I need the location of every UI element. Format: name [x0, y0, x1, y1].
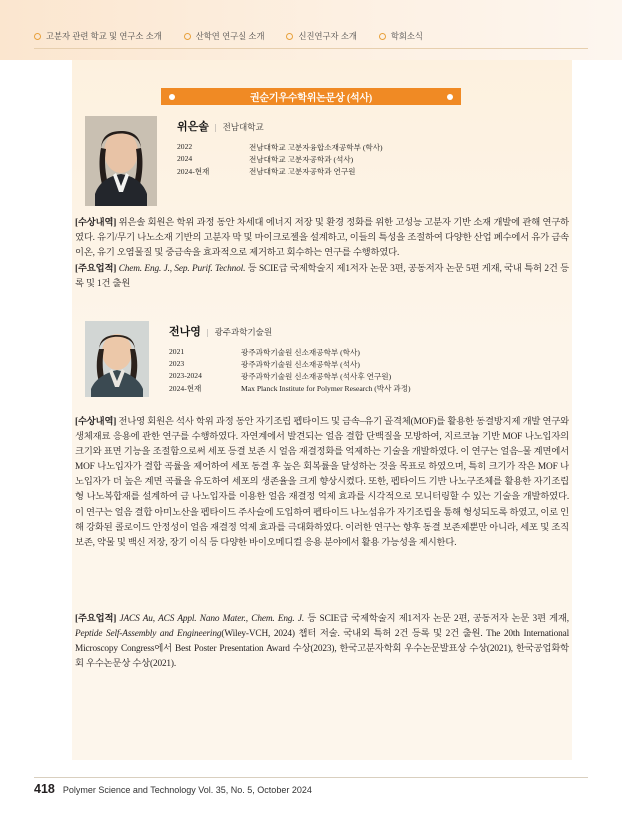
works-text-italic-1: JACS Au, ACS Appl. Nano Mater., Chem. Eng. J.: [119, 614, 305, 624]
history-detail: 광주과학기술원 신소재공학부 (학사): [241, 347, 360, 357]
works-paragraph-1: [75, 262, 569, 292]
history-year: 2024-현재: [177, 166, 210, 176]
history-year: 2024-현재: [169, 384, 202, 394]
history-year: 2022: [177, 141, 193, 151]
nav-item-schools[interactable]: [34, 30, 162, 42]
achievement-paragraph-1: [75, 216, 569, 261]
table-row: [169, 383, 411, 395]
portrait-photo-1: [85, 116, 157, 206]
career-history-table-1: [177, 141, 383, 178]
portrait-photo-2: [85, 321, 149, 397]
person-affiliation: 광주과학기술원: [214, 327, 273, 337]
nav-item-label: 학회소식: [390, 31, 423, 41]
table-row: [177, 141, 383, 153]
page-title: 권순기우수학위논문상 (석사): [249, 93, 373, 104]
works-paragraph-2: [75, 612, 569, 672]
history-year: 2024: [177, 153, 193, 163]
history-detail: 전남대학교 고분자융합소재공학부 (학사): [249, 142, 383, 152]
page-number: 418: [34, 782, 55, 796]
achievement-label: [수상내역]: [75, 218, 117, 228]
nav-item-young-researchers[interactable]: [286, 30, 356, 42]
top-navigation-items: [34, 30, 423, 42]
history-detail: 광주과학기술원 신소재공학부 (석사후 연구원): [241, 371, 392, 381]
history-year: 2021: [169, 346, 185, 356]
top-navigation-bar: [0, 0, 622, 60]
footer-divider: [34, 777, 588, 778]
top-navigation-divider: [34, 48, 588, 49]
table-row: [169, 358, 411, 370]
career-history-table-2: [169, 346, 411, 395]
works-label: [주요업적]: [75, 614, 117, 624]
entry-info-2: [169, 323, 411, 395]
person-name: 전나영: [169, 326, 201, 338]
nav-item-society-news[interactable]: [379, 30, 423, 42]
works-text-italic-1: Chem. Eng. J., Sep. Purif. Technol.: [118, 264, 246, 274]
journal-citation: Polymer Science and Technology Vol. 35, No. 5, October 2024: [62, 785, 312, 795]
avatar: [85, 321, 149, 397]
table-row: [177, 153, 383, 165]
achievement-text: 전나영 회원은 석사 학위 과정 동안 자기조립 펩타이드 및 금속–유기 골격체(MOF)를 활용한 동결방지제 개발 연구와 생체재료 응용에 관한 연구를 수행하였다. 자연계에서 발견되는 얼음 결합 단백질을 모방하여, 지르코늄 기반 MOF 나노입자의 크기와 표면 기능을 조절함으로써 세포 등결 보존 시 얼음 재결정화를 억제하는 기술을 개발하였다. 이 연구는 얼음–물 계면에서 MOF 나노입자가 결합 곡률을 제어하여 세포 동결 후 높은 회복률을 달성하는 것을 목표로 하였으며, 특히 크기가 작은 MOF 나노입자가 더 높은 계면 곡률을 유도하여 세포의 생존율을 크게 향상시켰다. 또한, 펩타이드 기반 나노구조체를 활용한 자기조립형 나노복합재를 설계하여 금 나노입자를 이용한 얼음 재결정 억제 효과를 시각적으로 모니터링할 수 있는 기술을 개발하였다. 이 연구는 얼음 결합 아미노산을 펩타이드 주사슬에 도입하여 펩타이드 나노섬유가 자기조립을 통해 형성되도록 하였고, 이로 인해 강화된 콜로이드 안정성이 얼음 재결정 억제 효과를 극대화하였다. 이러한 연구는 향후 동결 보존제뿐만 아니라, 세포 및 조직 보존, 약물 및 백신 저장, 장기 이식 등 다양한 바이오메디컬 응용 분야에서 활용 가능성을 제시한다.: [75, 417, 569, 548]
nav-item-industry-lab[interactable]: [184, 30, 265, 42]
section-title-ribbon: [161, 88, 461, 105]
person-name: 위은솔: [177, 121, 209, 133]
nav-item-label: 고분자 관련 학교 및 연구소 소개: [46, 31, 162, 41]
person-separator: |: [214, 122, 217, 132]
works-text-italic-2: Peptide Self-Assembly and Engineering: [75, 629, 222, 640]
history-detail: Max Planck Institute for Polymer Research (박사 과정): [241, 384, 411, 394]
achievement-label: [수상내역]: [75, 417, 117, 427]
nav-item-label: 산학연 연구실 소개: [195, 31, 265, 41]
circle-bullet-icon: [286, 33, 293, 40]
person-affiliation: 전남대학교: [222, 122, 264, 132]
history-detail: 광주과학기술원 신소재공학부 (석사): [241, 359, 360, 369]
history-year: 2023: [169, 358, 185, 368]
works-text-plain-2: 등 SCIE급 국제학술지 제1저자 논문 3편, 공동저자 논문 5편 게재, 국내 특허 2건 등록 및 1건 출원: [75, 264, 569, 290]
works-label: [주요업적]: [75, 264, 117, 274]
achievement-text: 위은솔 회원은 학위 과정 동안 차세대 에너지 저장 및 환경 정화를 위한 고성능 고분자 기반 소재 개발에 관해 연구하였다. 유기/무기 나노소재 기반의 고분자 막 및 마이크로젤을 설계하고, 이들의 특성을 조절하여 다양한 산업 폐수에서 유가 금속 이온, 유기 오염물질 및 중금속을 효과적으로 제거하고 회수하는 연구를 수행하였다.: [75, 218, 569, 259]
history-year: 2023-2024: [169, 370, 202, 380]
works-text-plain-3: (Wiley-VCH, 2024) 챕터 저술. 국내외 특허 2건 등록 및 2건 출원. The 20th International Microscopy Congress에서 Best Poster Presentation Award 수상(2023), 한국고분자학회 우수논문발표상 수상(2021), 한국공업화학회 우수논문상 수상(2021).: [75, 629, 569, 670]
table-row: [169, 370, 411, 382]
table-row: [169, 346, 411, 358]
circle-bullet-icon: [184, 33, 191, 40]
achievement-paragraph-2: [75, 415, 569, 551]
page-footer: [34, 782, 312, 796]
circle-bullet-icon: [379, 33, 386, 40]
nav-item-label: 신진연구자 소개: [298, 31, 357, 41]
history-detail: 전남대학교 고분자공학과 연구원: [249, 166, 356, 176]
person-separator: |: [206, 327, 209, 337]
table-row: [177, 165, 383, 177]
person-header-2: [169, 323, 411, 339]
avatar: [85, 116, 157, 206]
entry-info-1: [177, 118, 383, 178]
history-detail: 전남대학교 고분자공학과 (석사): [249, 154, 354, 164]
works-text-plain-2: 등 SCIE급 국제학술지 제1저자 논문 2편, 공동저자 논문 3편 게재,: [304, 614, 569, 624]
circle-bullet-icon: [34, 33, 41, 40]
person-header-1: [177, 118, 383, 134]
